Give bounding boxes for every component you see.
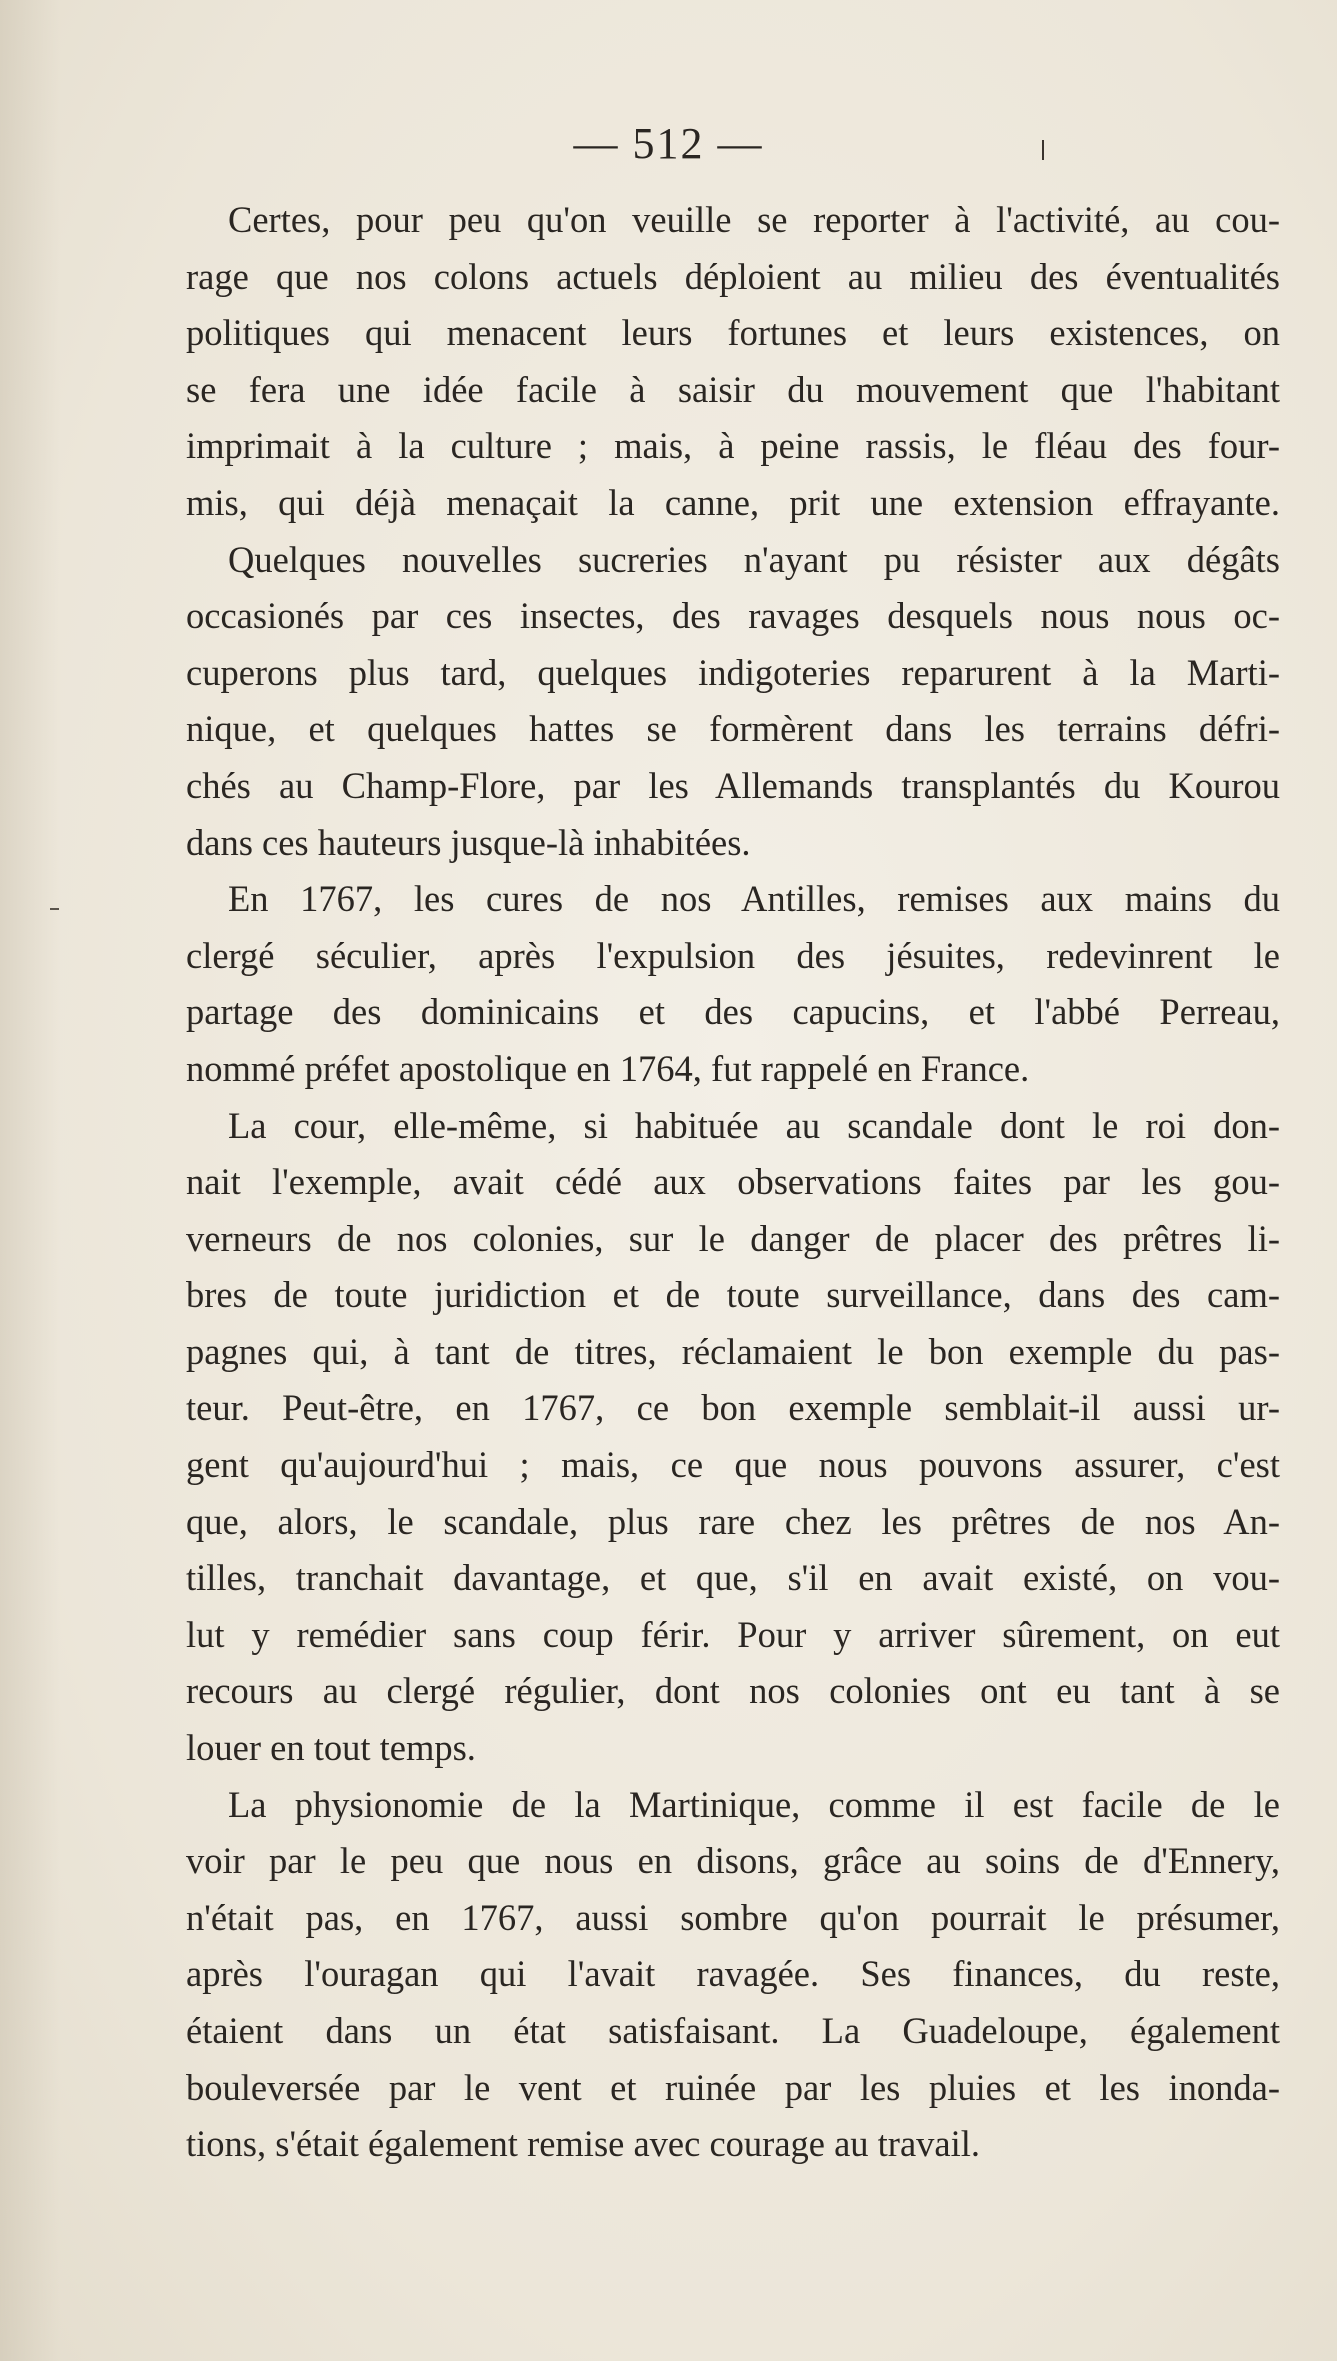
text-line: La physionomie de la Martinique, comme il est facile de le: [228, 1783, 1280, 1825]
text-line: chés au Champ-Flore, par les Allemands transplantés du Kourou: [186, 764, 1280, 806]
text-line: nique, et quelques hattes se formèrent dans les terrains défri-: [186, 708, 1280, 750]
text-line: imprimait à la culture ; mais, à peine rassis, le fléau des four-: [186, 425, 1280, 467]
text-line: n'était pas, en 1767, aussi sombre qu'on pourrait le présumer,: [186, 1896, 1280, 1938]
text-line: nait l'exemple, avait cédé aux observations faites par les gou-: [186, 1161, 1280, 1203]
text-line: rage que nos colons actuels déploient au milieu des éventualités: [186, 255, 1280, 297]
text-line: nommé préfet apostolique en 1764, fut rappelé en France.: [186, 1047, 1030, 1089]
text-line: occasionés par ces insectes, des ravages desquels nous nous oc-: [186, 595, 1280, 637]
text-line: que, alors, le scandale, plus rare chez les prêtres de nos An-: [186, 1500, 1280, 1542]
page-gutter-shadow: [0, 0, 60, 2361]
text-line: Certes, pour peu qu'on veuille se reporter à l'activité, au cou-: [228, 199, 1280, 240]
text-line: voir par le peu que nous en disons, grâce au soins de d'Ennery,: [186, 1840, 1280, 1882]
text-line: cuperons plus tard, quelques indigoteries reparurent à la Marti-: [186, 651, 1280, 693]
text-line: après l'ouragan qui l'avait ravagée. Ses finances, du reste,: [186, 1953, 1280, 1995]
text-line: politiques qui menacent leurs fortunes et leurs existences, on: [186, 312, 1280, 354]
text-line: verneurs de nos colonies, sur le danger de placer des prêtres li-: [186, 1217, 1280, 1259]
body-text: [186, 192, 1280, 2173]
text-line: gent qu'aujourd'hui ; mais, ce que nous pouvons assurer, c'est: [186, 1444, 1280, 1486]
margin-ink-dash: [50, 908, 59, 910]
text-line: En 1767, les cures de nos Antilles, remises aux mains du: [228, 878, 1280, 920]
text-line: partage des dominicains et des capucins, et l'abbé Perreau,: [186, 991, 1280, 1033]
text-line: La cour, elle-même, si habituée au scandale dont le roi don-: [228, 1104, 1280, 1146]
text-line: tilles, tranchait davantage, et que, s'il en avait existé, on vou-: [186, 1557, 1280, 1599]
text-line: teur. Peut-être, en 1767, ce bon exemple semblait-il aussi ur-: [186, 1387, 1280, 1429]
paragraph: [186, 192, 1280, 532]
text-line: lut y remédier sans coup férir. Pour y arriver sûrement, on eut: [186, 1613, 1280, 1655]
text-line: tions, s'était également remise avec courage au travail.: [186, 2123, 981, 2165]
text-line: clergé séculier, après l'expulsion des jésuites, redevinrent le: [186, 934, 1280, 976]
text-line: Quelques nouvelles sucreries n'ayant pu résister aux dégâts: [228, 538, 1280, 580]
page-number: — 512 —: [573, 119, 764, 168]
text-line: bres de toute juridiction et de toute surveillance, dans des cam-: [186, 1274, 1280, 1316]
paragraph: [186, 1098, 1280, 1777]
text-line: mis, qui déjà menaçait la canne, prit une extension effrayante.: [186, 481, 1280, 523]
text-line: étaient dans un état satisfaisant. La Guadeloupe, également: [186, 2010, 1280, 2051]
text-line: dans ces hauteurs jusque-là inhabitées.: [186, 821, 751, 863]
text-line: louer en tout temps.: [186, 1727, 476, 1769]
paragraph: [186, 871, 1280, 1097]
stray-ink-mark: [1042, 140, 1044, 160]
paragraph: [186, 532, 1280, 872]
text-line: se fera une idée facile à saisir du mouvement que l'habitant: [186, 368, 1280, 410]
text-line: pagnes qui, à tant de titres, réclamaient le bon exemple du pas-: [186, 1330, 1280, 1372]
text-line: recours au clergé régulier, dont nos colonies ont eu tant à se: [186, 1670, 1280, 1712]
paragraph: [186, 1777, 1280, 2173]
text-line: bouleversée par le vent et ruinée par les pluies et les inonda-: [186, 2066, 1280, 2108]
